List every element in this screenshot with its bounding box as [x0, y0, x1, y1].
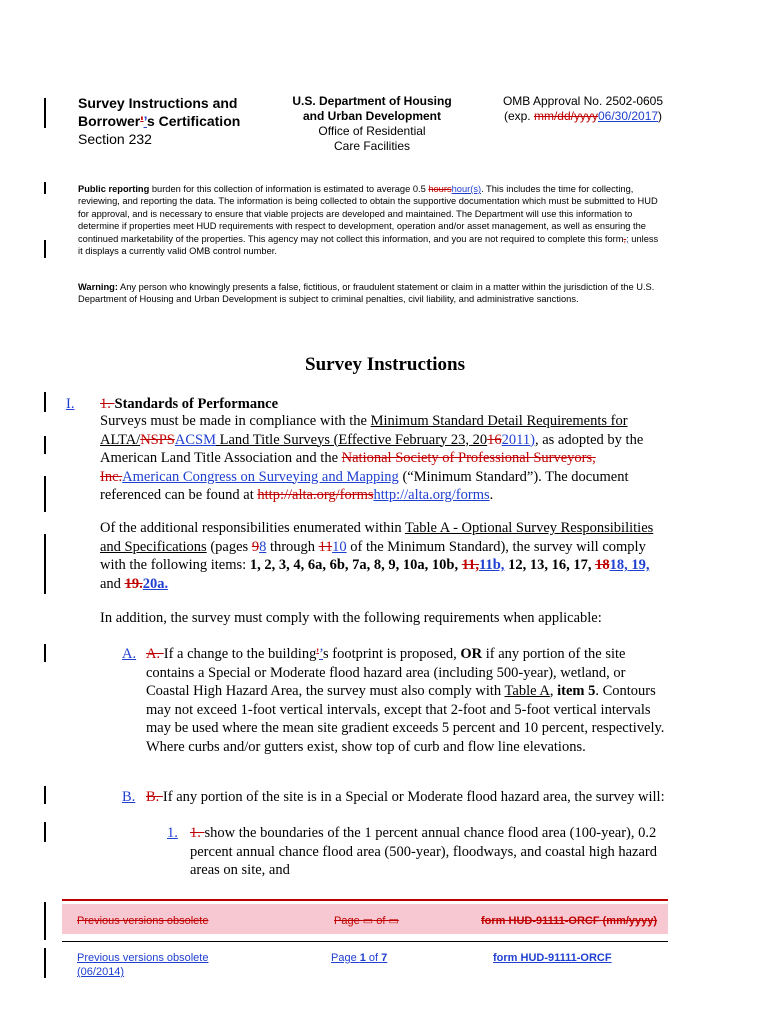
warning-lead: Warning: [78, 282, 118, 292]
inserted-text: 18, 19, [609, 557, 650, 573]
inserted-text: American Congress on Surveying and Mapping [122, 468, 399, 485]
text: through [266, 538, 319, 555]
footer-old-left: Previous versions obsolete [77, 915, 209, 927]
inserted-text: ’ [143, 113, 147, 129]
section-heading [100, 395, 660, 414]
inserted-text: 11b, [479, 557, 505, 573]
change-bar [44, 786, 46, 804]
deleted-text: NSPS [140, 431, 175, 448]
text: , as adopted by the American Land Title Association and the [100, 431, 644, 466]
main-title: Survey Instructions [305, 354, 465, 375]
office-line: Office of Residential [318, 124, 426, 138]
footer-new-left [77, 951, 208, 979]
item-a-text [146, 645, 666, 756]
deleted-text: ' [140, 113, 144, 129]
deleted-text: 9 [251, 538, 260, 555]
burden-lead: Public reporting [78, 184, 150, 194]
text: Of the additional responsibilities enumerated within [100, 520, 405, 536]
dept-line: U.S. Department of Housing [292, 94, 452, 108]
change-bar [44, 644, 46, 662]
item-b1-marker: 1. [167, 825, 178, 841]
deleted-text: 11, [461, 557, 480, 573]
page-number: 1 [359, 952, 366, 964]
paragraph-table-a [100, 519, 660, 593]
text: ) [658, 109, 663, 123]
inserted-text: 2011) [501, 431, 535, 448]
change-bar [44, 822, 46, 842]
omb-expiration [500, 109, 666, 124]
page-field-icon: ▭ [388, 915, 399, 927]
text: Page [331, 952, 360, 964]
text: s Certification [146, 113, 241, 129]
text: if any portion of the site contains a Special or Moderate flood hazard area (including 500-year), wetland, or Coastal High Hazard Area, the survey must also comply with [146, 646, 626, 699]
footer-divider [62, 941, 668, 942]
text: Surveys must be made in compliance with the [100, 413, 371, 429]
inserted-text: hour(s) [451, 184, 482, 194]
change-bar [44, 948, 46, 978]
inserted-text: ; [626, 233, 629, 244]
inserted-text: ’ [318, 646, 323, 662]
deleted-text: 19. [124, 575, 143, 592]
change-bar [44, 182, 46, 194]
deleted-text: , [623, 233, 627, 244]
item-a-marker: A. [122, 646, 137, 662]
deleted-text: B. [146, 789, 163, 805]
deleted-text: A. [146, 646, 164, 662]
footer-old-form [481, 914, 657, 928]
footer-old-page [334, 914, 399, 928]
text: . This includes the time for collecting, reviewing, and reporting the data. The information is being collected to obtain the supportive documentation which must be submitted to HUD for approval, and is necessary to ensure that viable projects are developed and maintained. The Department will use this information to determine if properties meet HUD requirements with respect to development, operation and/or asset management, as well as ensuring the continued marketability of the properties. This agency may not collect this information, and you are not required to complete this form [78, 184, 658, 244]
office-line: Care Facilities [333, 139, 411, 153]
items-list: 1, 2, 3, 4, 6a, 6b, 7a, 8, 9, 10a, 10b, [249, 557, 462, 573]
dept-line: and Urban Development [302, 109, 442, 123]
item-b-text [146, 788, 666, 807]
item-ref: item 5 [557, 683, 596, 699]
inserted-text: ACSM [174, 431, 216, 448]
text: Any person who knowingly presents a false, fictitious, or fraudulent statement or claim in a matter within the jurisdiction of the U.S. Department of Housing and Urban Development is subject to criminal penalties, civil liability, and administrative sanctions. [78, 282, 655, 305]
text: and [100, 575, 125, 592]
doc-title: Minimum Standard Detail Requirements for ALTA/ [100, 413, 628, 448]
footer-date: (06/2014) [77, 966, 125, 978]
change-bar [44, 240, 46, 258]
omb-approval: OMB Approval No. 2502-0605 [502, 94, 664, 108]
form-number: form HUD-91111-ORCF [493, 952, 612, 964]
text: . [489, 487, 494, 503]
section-marker: I. [66, 396, 75, 412]
paragraph-additional: In addition, the survey must comply with the following requirements when applicable: [100, 610, 602, 626]
page-total: 7 [381, 952, 388, 964]
change-bar [44, 534, 46, 594]
deleted-text: National Society of Professional Surveyors, Inc. [100, 450, 596, 485]
text: . Contours may not exceed 1-foot vertical intervals, except that 2-foot and 5-foot vertical intervals may be used where the mean site gradient exceeds 5 percent and 10 percent, respectively. Where curbs and/or gutters exist, show top of curb and flow line elevations. [146, 683, 665, 755]
items-list: 12, 13, 16, 17, [504, 557, 596, 573]
text: Borrower [78, 113, 141, 129]
burden-statement [78, 183, 663, 257]
footer-text: Previous versions obsolete [77, 952, 209, 964]
inserted-text: 8 [259, 538, 267, 555]
text: If any portion of the site is in a Special or Moderate flood hazard area, the survey will: [162, 789, 665, 805]
text: of [365, 952, 382, 964]
form-title-line2 [78, 112, 240, 130]
text: unless it displays a currently valid OMB control number. [78, 233, 659, 257]
deleted-text: 1. [100, 396, 115, 412]
table-a-ref: Table A [504, 683, 550, 699]
text: , [549, 683, 558, 699]
change-bar [44, 902, 46, 940]
item-b-marker: B. [122, 789, 136, 805]
page-field-icon: ▭ [362, 915, 374, 927]
emphasis-text: OR [460, 646, 483, 662]
deleted-text: mm/dd/yyyy [533, 109, 598, 123]
footer-divider [62, 899, 668, 901]
deleted-text: 1. [190, 825, 205, 841]
form-title-line1: Survey Instructions and [78, 95, 238, 111]
deleted-text: 11 [318, 538, 333, 555]
footer-new-page [331, 951, 387, 965]
form-title [78, 94, 240, 148]
footer-new-form [493, 951, 612, 965]
deleted-text: ' [316, 646, 319, 662]
inserted-text: 20a. [142, 575, 169, 592]
text: (pages [206, 538, 252, 555]
inserted-text: 10 [332, 538, 347, 555]
item-b1-text [190, 824, 666, 880]
text: show the boundaries of the 1 percent annual chance flood area (100-year), 0.2 percent annual chance flood area (500-year), floodways, and coastal high hazard areas on site, and [190, 825, 658, 878]
text: If a change to the building [163, 646, 317, 662]
deleted-text: 18 [595, 557, 610, 573]
deleted-text: 16 [487, 431, 502, 448]
paragraph-standards [100, 412, 660, 505]
department-block [285, 94, 459, 154]
text: (“Minimum Standard”). The document referenced can be found at [100, 468, 629, 503]
text: of [373, 915, 389, 927]
change-bar [44, 98, 46, 128]
doc-title: Land Title Surveys (Effective February 23, 20 [215, 431, 488, 448]
inserted-text: 06/30/2017 [597, 109, 659, 123]
text: (exp. [503, 109, 534, 123]
text: of the Minimum Standard), the survey will comply with the following items: [100, 538, 646, 573]
text: Page [334, 915, 363, 927]
table-a-title: Table A - Optional Survey Responsibilities and Specifications [100, 520, 654, 555]
warning-statement [78, 281, 663, 306]
deleted-link[interactable]: http://alta.org/forms [257, 487, 374, 503]
form-number: form HUD-91111-ORCF (mm/yyyy) [481, 915, 658, 927]
text: burden for this collection of information is estimated to average 0.5 [149, 184, 429, 194]
change-bar [44, 476, 46, 512]
section-label: Section 232 [78, 131, 152, 147]
deleted-text: hours [428, 184, 452, 194]
heading-text: Standards of Performance [114, 396, 279, 412]
change-bar [44, 436, 46, 454]
omb-block [500, 94, 666, 124]
alta-forms-link[interactable]: http://alta.org/forms [373, 487, 490, 503]
text: s footprint is proposed, [323, 646, 461, 662]
change-bar [44, 392, 46, 412]
